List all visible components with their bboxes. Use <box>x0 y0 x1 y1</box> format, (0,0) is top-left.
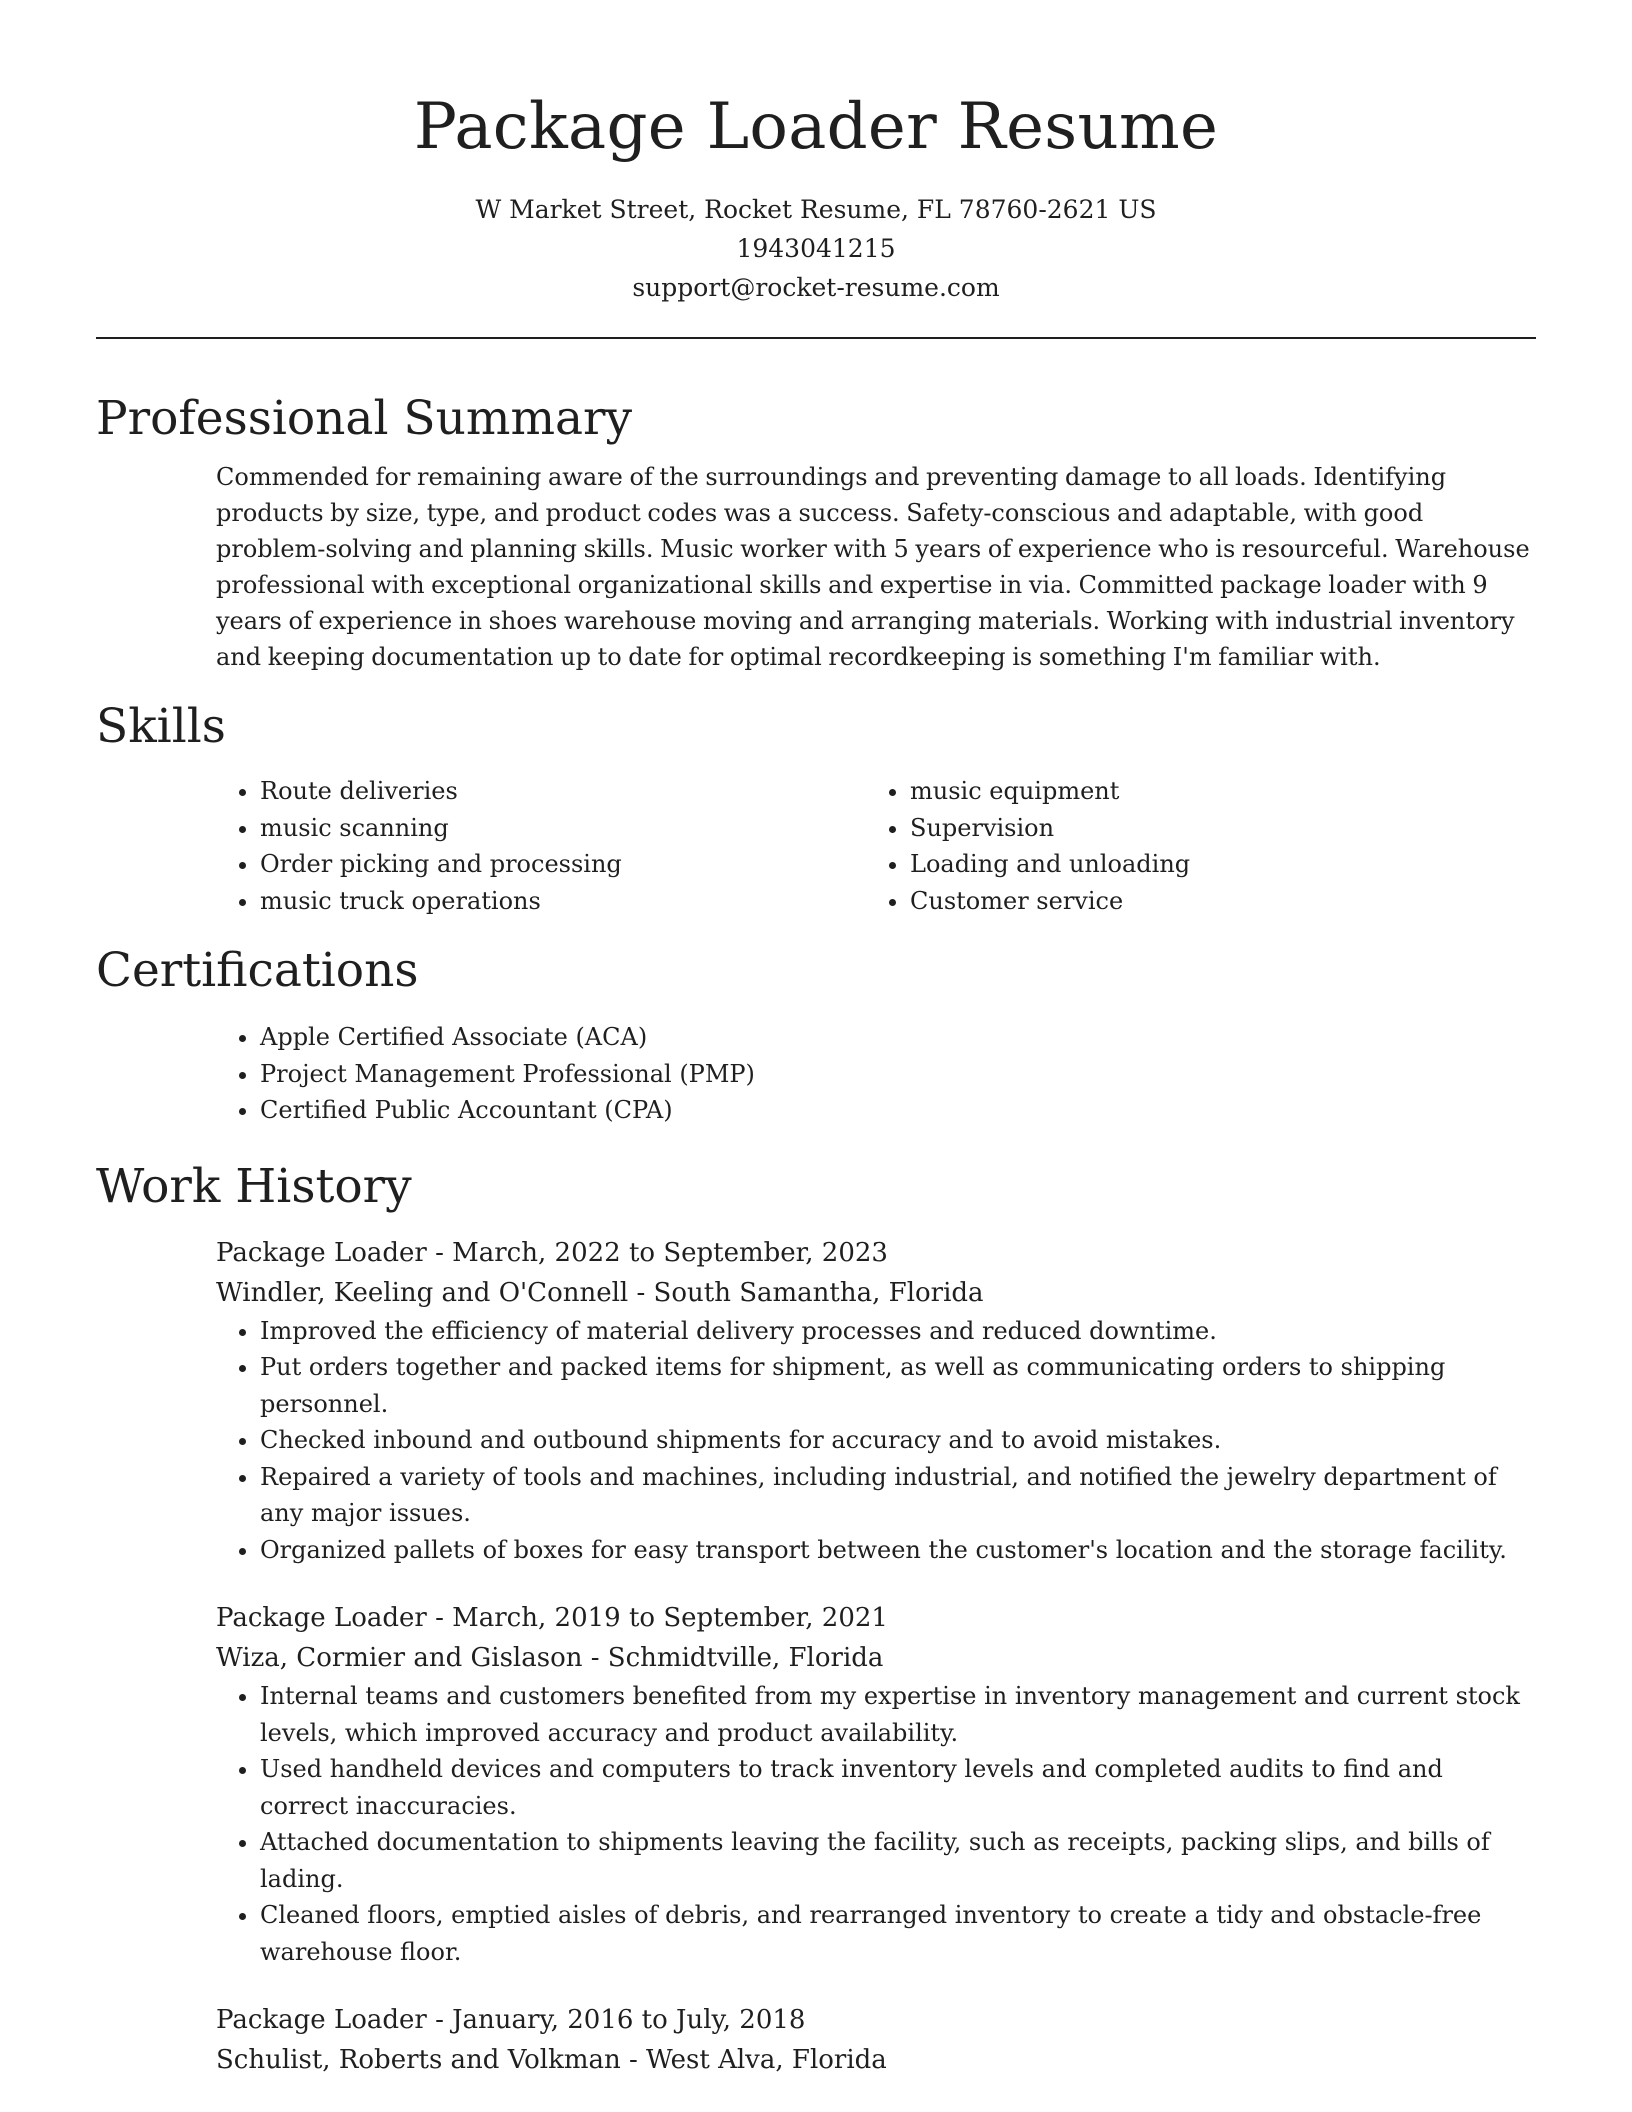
job-duty-item: • Organized pallets of boxes for easy transport between the customer's location and the storage facility. <box>260 1532 1536 1569</box>
resume-header <box>96 0 1536 307</box>
job-duty-item: • Cleaned floors, emptied aisles of debris, and rearranged inventory to create a tidy and obstacle-free warehouse floor. <box>260 1897 1536 1970</box>
contact-address: W Market Street, Rocket Resume, FL 78760-2621 US <box>475 195 1157 224</box>
skill-item: • Route deliveries <box>260 773 866 810</box>
job-duty-item: • Checked inbound and outbound shipments for accuracy and to avoid mistakes. <box>260 1422 1536 1459</box>
skills-column-left <box>216 773 866 919</box>
resume-title: Package Loader Resume <box>413 90 1219 164</box>
job-duty-item: • Improved the efficiency of material delivery processes and reduced downtime. <box>260 1313 1536 1350</box>
job-company-line: Windler, Keeling and O'Connell - South Samantha, Florida <box>216 1277 984 1308</box>
contact-email: support@rocket-resume.com <box>632 273 1000 302</box>
contact-phone: 1943041215 <box>736 234 896 263</box>
job-entry <box>216 1598 1536 1970</box>
skill-item: • Loading and unloading <box>910 846 1536 883</box>
certification-item: • Certified Public Accountant (CPA) <box>260 1092 1536 1129</box>
job-duties <box>216 1313 1536 1569</box>
job-company-line: Schulist, Roberts and Volkman - West Alva, Florida <box>216 2045 887 2075</box>
skill-item: • Customer service <box>910 883 1536 920</box>
skill-item: • Supervision <box>910 810 1536 847</box>
certifications-heading: Certifications <box>96 943 419 998</box>
skill-item: • music truck operations <box>260 883 866 920</box>
job-entry <box>216 2000 1536 2080</box>
job-duties <box>216 1678 1536 1970</box>
certification-item: • Project Management Professional (PMP) <box>260 1056 1536 1093</box>
skill-item: • music equipment <box>910 773 1536 810</box>
job-title-line: Package Loader - March, 2022 to September, 2023 <box>216 1237 888 1268</box>
job-title-line: Package Loader - January, 2016 to July, 2018 <box>216 2005 806 2035</box>
job-entry <box>216 1233 1536 1569</box>
skill-item: • music scanning <box>260 810 866 847</box>
job-title-line: Package Loader - March, 2019 to September, 2021 <box>216 1603 888 1633</box>
skills-heading: Skills <box>96 699 226 754</box>
job-company-line: Wiza, Cormier and Gislason - Schmidtville, Florida <box>216 1643 884 1673</box>
summary-text: Commended for remaining aware of the surroundings and preventing damage to all loads. Identifying products by size, type, and product codes was a success. Safety-conscious and adaptable, with good problem-solving and planning skills. Music worker with 5 years of experience who is resourceful. Warehouse professional with exceptional organizational skills and expertise in via. Committed package loader with 9 years of experience in shoes warehouse moving and arranging materials. Working with industrial inventory and keeping documentation up to date for optimal recordkeeping is something I'm familiar with. <box>216 463 1530 671</box>
skill-item: • Order picking and processing <box>260 846 866 883</box>
summary-heading: Professional Summary <box>96 391 633 446</box>
certification-item: • Apple Certified Associate (ACA) <box>260 1019 1536 1056</box>
job-duty-item: • Put orders together and packed items for shipment, as well as communicating orders to shipping personnel. <box>260 1349 1536 1422</box>
skills-column-right <box>866 773 1536 919</box>
job-duty-item: • Internal teams and customers benefited from my expertise in inventory management and current stock levels, which improved accuracy and product availability. <box>260 1678 1536 1751</box>
job-duty-item: • Used handheld devices and computers to track inventory levels and completed audits to find and correct inaccuracies. <box>260 1751 1536 1824</box>
skills-list <box>216 773 1536 919</box>
certifications-list <box>216 1019 1536 1129</box>
job-duty-item: • Attached documentation to shipments leaving the facility, such as receipts, packing slips, and bills of lading. <box>260 1824 1536 1897</box>
work-history-heading: Work History <box>96 1158 412 1214</box>
job-duty-item: • Repaired a variety of tools and machines, including industrial, and notified the jewelry department of any major issues. <box>260 1459 1536 1532</box>
header-divider <box>96 337 1536 339</box>
certifications-bullets <box>216 1019 1536 1129</box>
contact-block <box>96 190 1536 307</box>
